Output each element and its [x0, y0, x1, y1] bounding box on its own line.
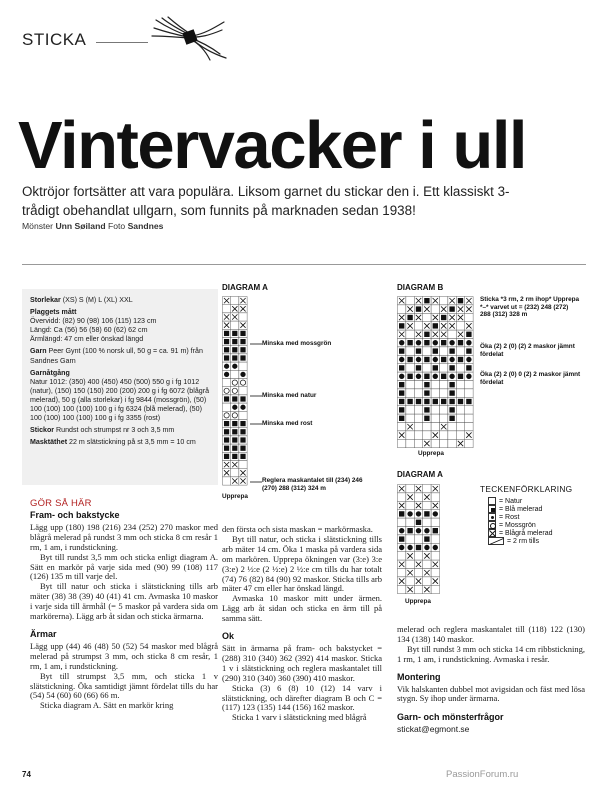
photographer-name: Sandnes — [127, 221, 164, 231]
length-value: Längd: Ca (56) 56 (58) 60 (62) 62 cm — [30, 326, 148, 335]
paragraph: Byt till strumpst 3,5 mm, och sticka 1 v slätstickning. Öka samtidigt jämnt fördelat tills du har (54) 54 (60) 60 (66) 66 m. — [30, 670, 218, 701]
watermark: PassionForum.ru — [446, 769, 519, 780]
paragraph: Lägg upp (44) 46 (48) 50 (52) 54 maskor med blågrå melerad på strumpst 3 mm, och sticka 8 cm resår, 1 rm, 1 am, i rundstickning. — [30, 640, 218, 671]
label-inc1: Öka (2) 2 (0) (2) 2 maskor jämnt fördelat — [480, 343, 575, 358]
sleeve-value: Ärmlängd: 47 cm eller önskad längd — [30, 335, 144, 344]
legend-item-moss: = Mossgrön — [488, 521, 553, 529]
label-natur: Minska med natur — [262, 392, 317, 399]
article-title: Vintervacker i ull — [18, 108, 527, 183]
paragraph: Byt till rundst 3,5 mm och sticka enligt diagram A. Sätt en markör på varje sida med (90) 99 (108) 117 (126) 135 m till varje del. — [30, 551, 218, 582]
legend-sym-bla — [488, 505, 496, 513]
label-moss: Minska med mossgrön — [262, 340, 332, 347]
ok-heading: Ok — [222, 631, 235, 642]
divider — [22, 264, 586, 265]
diagram-a-title: DIAGRAM A — [222, 283, 268, 292]
yarn-value: Peer Gynt (100 % norsk ull, 50 g = ca. 91 m) från Sandnes Garn — [30, 347, 203, 365]
paragraph: Avmaska 10 maskor mitt under ärmen. Lägg arb åt sidan och sticka en ärm till på samma sätt. — [222, 593, 382, 624]
design-label: Mönster — [22, 221, 54, 231]
paragraph: Sätt in ärmarna på fram- och bakstycket = (288) 310 (340) 362 (392) 414 maskor. Sticka 1 v i slätstickning och reglera maskantalet till (290) 310 (340) 360 (390) 410 maskor. — [222, 642, 382, 683]
section-rule — [96, 42, 148, 43]
legend-sym-natur — [488, 497, 496, 505]
paragraph: Sticka diagram A. Sätt en markör kring — [40, 700, 174, 711]
info-content — [30, 296, 214, 450]
diagram-a-chart — [222, 296, 250, 487]
legend-sym-moss — [488, 521, 496, 529]
column-1 — [30, 511, 218, 711]
questions-email: stickat@egmont.se — [397, 724, 470, 735]
legend-item-rost: = Rost — [488, 513, 553, 521]
yarn-amount-value: Natur 1012: (350) 400 (450) 450 (500) 550 g i fg 1012 (natur), (150) 150 (150) 200 (200) 200 g i fg 6072 (blågrå melerad), 50 g (alla storlekar) i fg 9844 (mossgrön), (50) 100 (100) 100 (100) 100 g i fg 6324 (blå melerad), (50) 100 (100) 100 (100) 100 g i fg 3355 (rost) — [30, 377, 210, 423]
article-lede: Oktröjor fortsätter att vara populära. Liksom garnet du stickar den i. Ett klassiskt 3-trådigt obehandlat ullgarn, som funnits på marknaden sedan 1938! — [22, 184, 510, 218]
needles-value: Rundst och strumpst nr 3 och 3,5 mm — [56, 426, 175, 435]
legend-item-natur: = Natur — [488, 497, 553, 505]
sizes-value: (XS) S (M) L (XL) XXL — [62, 296, 133, 304]
paragraph: Byt till rundst 3 mm och sticka 14 cm ribbstickning, 1 rm, 1 am, i rundstickning. Avmaska i resår. — [397, 643, 585, 664]
label-inc2: Öka (2) 2 (0) 0 (2) 2 maskor jämnt fördelat — [480, 371, 581, 386]
questions-heading: Garn- och mönsterfrågor — [397, 712, 504, 723]
legend-item-bla: = Blå melerad — [488, 505, 553, 513]
paragraph: melerad och reglera maskantalet till (118) 122 (130) 134 (138) 140 maskor. — [397, 624, 585, 644]
yarn-skein-icon — [148, 14, 228, 62]
needles-label: Stickor — [30, 426, 55, 435]
article-credits — [22, 221, 163, 231]
gauge-label: Masktäthet — [30, 438, 68, 447]
assembly-heading: Montering — [397, 671, 441, 682]
measure-label: Plaggets mått — [30, 308, 77, 317]
front-heading: Fram- och bakstycke — [30, 510, 120, 520]
legend-sym-blagra — [488, 529, 496, 537]
photo-label: Foto — [107, 221, 126, 231]
legend-sym-rost — [488, 513, 496, 521]
paragraph: Byt till natur och sticka i slätstickning tills arb mäter (38) 38 (39) 40 (41) 41 cm. Avmaska 10 maskor i varje sida till ärmhål (= 5 maskor på vardera sida om markörerna). Lägg arb åt sidan och sticka ärmarna. — [30, 581, 218, 622]
repeat-label: Upprepa — [418, 450, 444, 457]
page-number: 74 — [22, 770, 31, 779]
label-rost: Minska med rost — [262, 420, 313, 427]
repeat-label: Upprepa — [222, 493, 248, 500]
paragraph: Vik halskanten dubbel mot avigsidan och fäst med lösa stygn. Sy ihop under ärmarna. — [397, 683, 585, 704]
paragraph: Lägg upp (180) 198 (216) 234 (252) 270 maskor med blågrå melerad på rundst 3 mm och sticka 8 cm resår 1 rm, 1 am, i rundstickning. — [30, 521, 218, 552]
legend-item-dec: = 2 rm tills — [488, 537, 553, 545]
diagram-b-title: DIAGRAM B — [397, 283, 444, 292]
legend — [488, 497, 553, 545]
paragraph: Sticka 1 varv i slätstickning med blågrå — [232, 712, 367, 723]
label-top: Sticka *3 rm, 2 rm ihop* Upprepa *–* varvet ut = (232) 248 (272) 288 (312) 328 m — [480, 296, 580, 319]
label-regulate: Reglera maskantalet till (234) 246 (270) 288 (312) 324 m — [262, 477, 363, 492]
column-2 — [222, 525, 382, 723]
paragraph: den första och sista maskan = markörmaska. — [222, 524, 373, 534]
gauge-value: 22 m slätstickning på st 3,5 mm = 10 cm — [69, 438, 196, 447]
legend-item-blagra: = Blågrå melerad — [488, 529, 553, 537]
paragraph: Byt till natur, och sticka i slätstickning tills arb mäter 14 cm. Öka 1 maska på vardera sida om markören. Upprepa ökningen var (3:e) 3:e (3:e) 2 ½:e (2 ½:e) 2 ½:e cm tills du har totalt (74) 76 (82) 84 (90) 92 maskor. Sticka tills arb mäter 47 cm eller har önskad längd. — [222, 533, 382, 594]
legend-sym-dec — [488, 537, 504, 545]
yarn-label: Garn — [30, 347, 47, 356]
column-3 — [397, 625, 585, 735]
sizes-label: Storlekar — [30, 296, 61, 304]
sleeves-heading: Ärmar — [30, 628, 57, 639]
designer-name: Unn Søiland — [55, 221, 106, 231]
diagram-a2-title: DIAGRAM A — [397, 470, 443, 479]
yarn-amount-label: Garnåtgång — [30, 368, 70, 377]
diagram-a2-chart — [397, 484, 443, 594]
section-tag: STICKA — [22, 30, 87, 49]
paragraph: Sticka (3) 6 (8) 10 (12) 14 varv i slätstickning, och därefter diagram B och C = (117) 123 (135) 144 (156) 162 maskor. — [222, 682, 382, 713]
diagram-b-chart — [397, 296, 474, 448]
how-to-heading: GÖR SÅ HÄR — [30, 498, 92, 509]
bust-value: Övervidd: (82) 90 (98) 106 (115) 123 cm — [30, 317, 157, 326]
legend-title: TECKENFÖRKLARING — [480, 484, 573, 494]
repeat-label: Upprepa — [405, 598, 431, 605]
